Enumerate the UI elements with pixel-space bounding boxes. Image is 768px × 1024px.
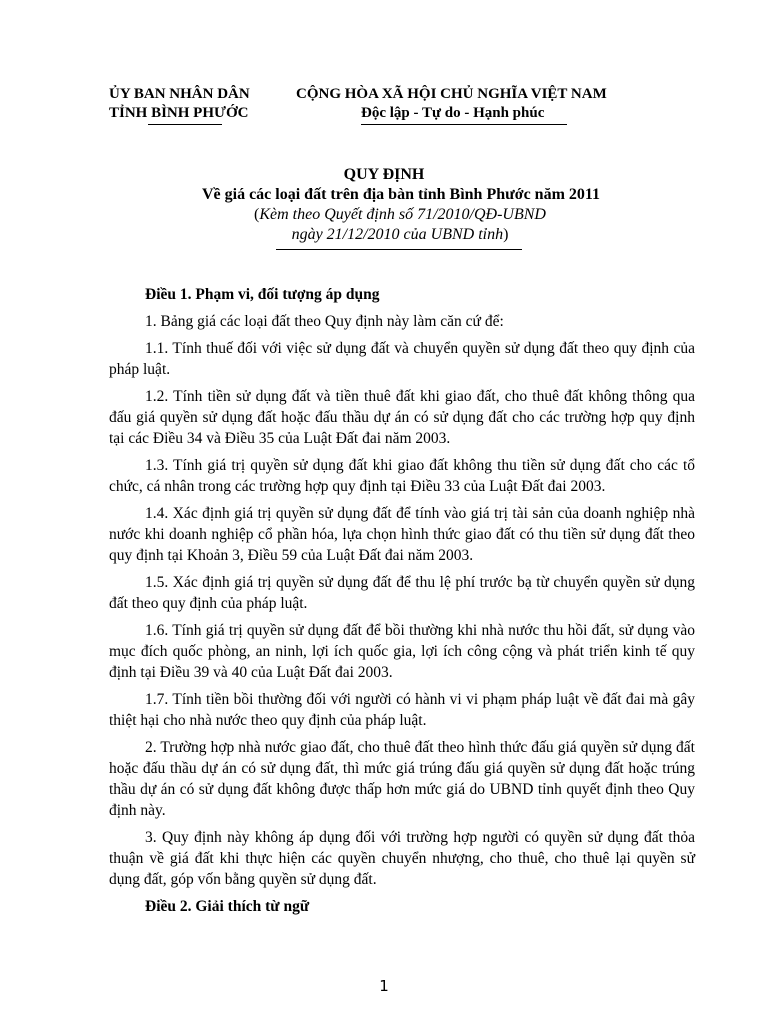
document-body [109, 284, 695, 923]
reference-open-paren: ( [254, 206, 260, 223]
agency-underline [148, 124, 222, 125]
article-1-paragraph: 1. Bảng giá các loại đất theo Quy định này làm căn cứ để: [145, 313, 504, 330]
article-1-paragraph: 1.4. Xác định giá trị quyền sử dụng đất để tính vào giá trị tài sản của doanh nghiệp nhà nước khi doanh nghiệp cổ phần hóa, lựa chọn hình thức giao đất có thu tiền sử dụng đất theo quy định tại Khoản 3, Điều 59 của Luật Đất đai năm 2003. [109, 505, 695, 564]
document-subtitle: Về giá các loại đất trên địa bàn tỉnh Bình Phước năm 2011 [201, 186, 601, 203]
article-1-paragraph: 1.3. Tính giá trị quyền sử dụng đất khi giao đất không thu tiền sử dụng đất cho các tổ chức, cá nhân trong các trường hợp quy định tại Điều 33 của Luật Đất đai 2003. [109, 457, 695, 495]
article-2-heading: Điều 2. Giải thích từ ngữ [145, 898, 310, 915]
reference-date: ngày 21/12/2010 của UBND tỉnh [291, 226, 504, 243]
article-1-paragraph: 1.7. Tính tiền bồi thường đối với người có hành vi vi phạm pháp luật về đất đai mà gây thiệt hại cho nhà nước theo quy định của pháp luật. [109, 691, 695, 729]
reference-decision: Kèm theo Quyết định số 71/2010/QĐ-UBND [259, 206, 546, 223]
article-1-paragraph: 1.1. Tính thuế đối với việc sử dụng đất và chuyển quyền sử dụng đất theo quy định của pháp luật. [109, 340, 695, 378]
agency-name-line2: TỈNH BÌNH PHƯỚC [109, 105, 249, 121]
reference-close-paren: ) [503, 226, 509, 243]
national-motto: Độc lập - Tự do - Hạnh phúc [361, 105, 545, 121]
article-1-paragraph: 1.2. Tính tiền sử dụng đất và tiền thuê đất khi giao đất, cho thuê đất không thông qua đấu giá quyền sử dụng đất hoặc đấu thầu dự án có sử dụng đất cho các trường hợp quy định tại các Điều 34 và Điều 35 của Luật Đất đai năm 2003. [109, 388, 695, 447]
page-number: 1 [379, 977, 389, 995]
national-title: CỘNG HÒA XÃ HỘI CHỦ NGHĨA VIỆT NAM [296, 86, 607, 102]
agency-name-line1: ỦY BAN NHÂN DÂN [109, 86, 250, 102]
title-underline [276, 249, 522, 250]
document-title: QUY ĐỊNH [343, 166, 425, 183]
article-1-heading: Điều 1. Phạm vi, đối tượng áp dụng [145, 286, 380, 303]
article-1-paragraph: 1.6. Tính giá trị quyền sử dụng đất để bồi thường khi nhà nước thu hồi đất, sử dụng vào mục đích quốc phòng, an ninh, lợi ích quốc gia, lợi ích công cộng và phát triển kinh tế quy định tại Điều 39 và 40 của Luật Đất đai 2003. [109, 622, 695, 681]
document-reference-line2 [0, 226, 768, 244]
article-1-paragraph: 3. Quy định này không áp dụng đối với trường hợp người có quyền sử dụng đất thỏa thuận về giá đất khi thực hiện các quyền chuyển nhượng, cho thuê, cho thuê lại quyền sử dụng đất, góp vốn bằng quyền sử dụng đất. [109, 829, 695, 888]
document-reference-line1 [0, 206, 768, 224]
article-1-paragraph: 1.5. Xác định giá trị quyền sử dụng đất để thu lệ phí trước bạ từ chuyển quyền sử dụng đất theo quy định của pháp luật. [109, 574, 695, 612]
article-1-paragraph: 2. Trường hợp nhà nước giao đất, cho thuê đất theo hình thức đấu giá quyền sử dụng đất hoặc đấu thầu dự án có sử dụng đất, thì mức giá trúng đấu giá quyền sử dụng đất hoặc trúng thầu dự án có sử dụng đất không được thấp hơn mức giá do UBND tỉnh quyết định theo Quy định này. [109, 739, 695, 819]
motto-underline [361, 124, 567, 125]
